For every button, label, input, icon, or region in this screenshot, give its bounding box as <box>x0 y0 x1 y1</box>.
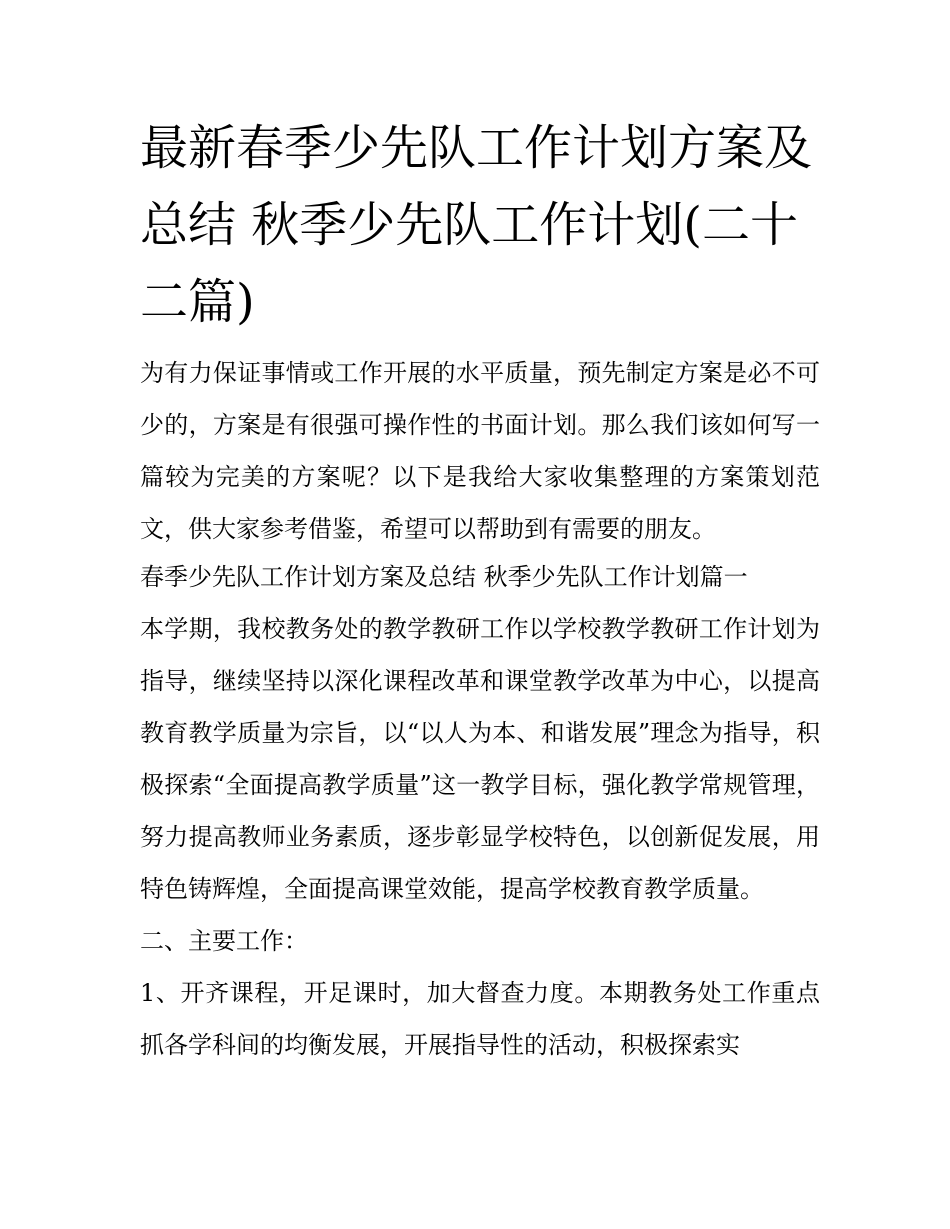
main-work-subheading: 二、主要工作： <box>140 927 308 955</box>
section-heading: 春季少先队工作计划方案及总结 秋季少先队工作计划篇一 <box>140 563 748 591</box>
body-paragraph: 本学期，我校教务处的教学教研工作以学校教学教研工作计划为指导，继续坚持以深化课程改革和课堂教学改革为中心，以提高教育教学质量为宗旨，以“以人为本、和谐发展”理念为指导，积极探索“全面提高教学质量”这一教学目标，强化教学常规管理，努力提高教师业务素质，逐步彰显学校特色，以创新促发展，用特色铸辉煌，全面提高课堂效能，提高学校教育教学质量。 <box>140 615 820 903</box>
intro-paragraph: 为有力保证事情或工作开展的水平质量，预先制定方案是必不可少的，方案是有很强可操作性的书面计划。那么我们该如何写一篇较为完美的方案呢？以下是我给大家收集整理的方案策划范文，供大家参考借鉴，希望可以帮助到有需要的朋友。 <box>140 359 820 543</box>
document-title: 最新春季少先队工作计划方案及总结 秋季少先队工作计划(二十二篇) <box>140 120 813 330</box>
document-page <box>140 110 820 1071</box>
work-item-1: 1、开齐课程，开足课时，加大督查力度。本期教务处工作重点抓各学科间的均衡发展，开展指导性的活动，积极探索实 <box>140 979 820 1059</box>
